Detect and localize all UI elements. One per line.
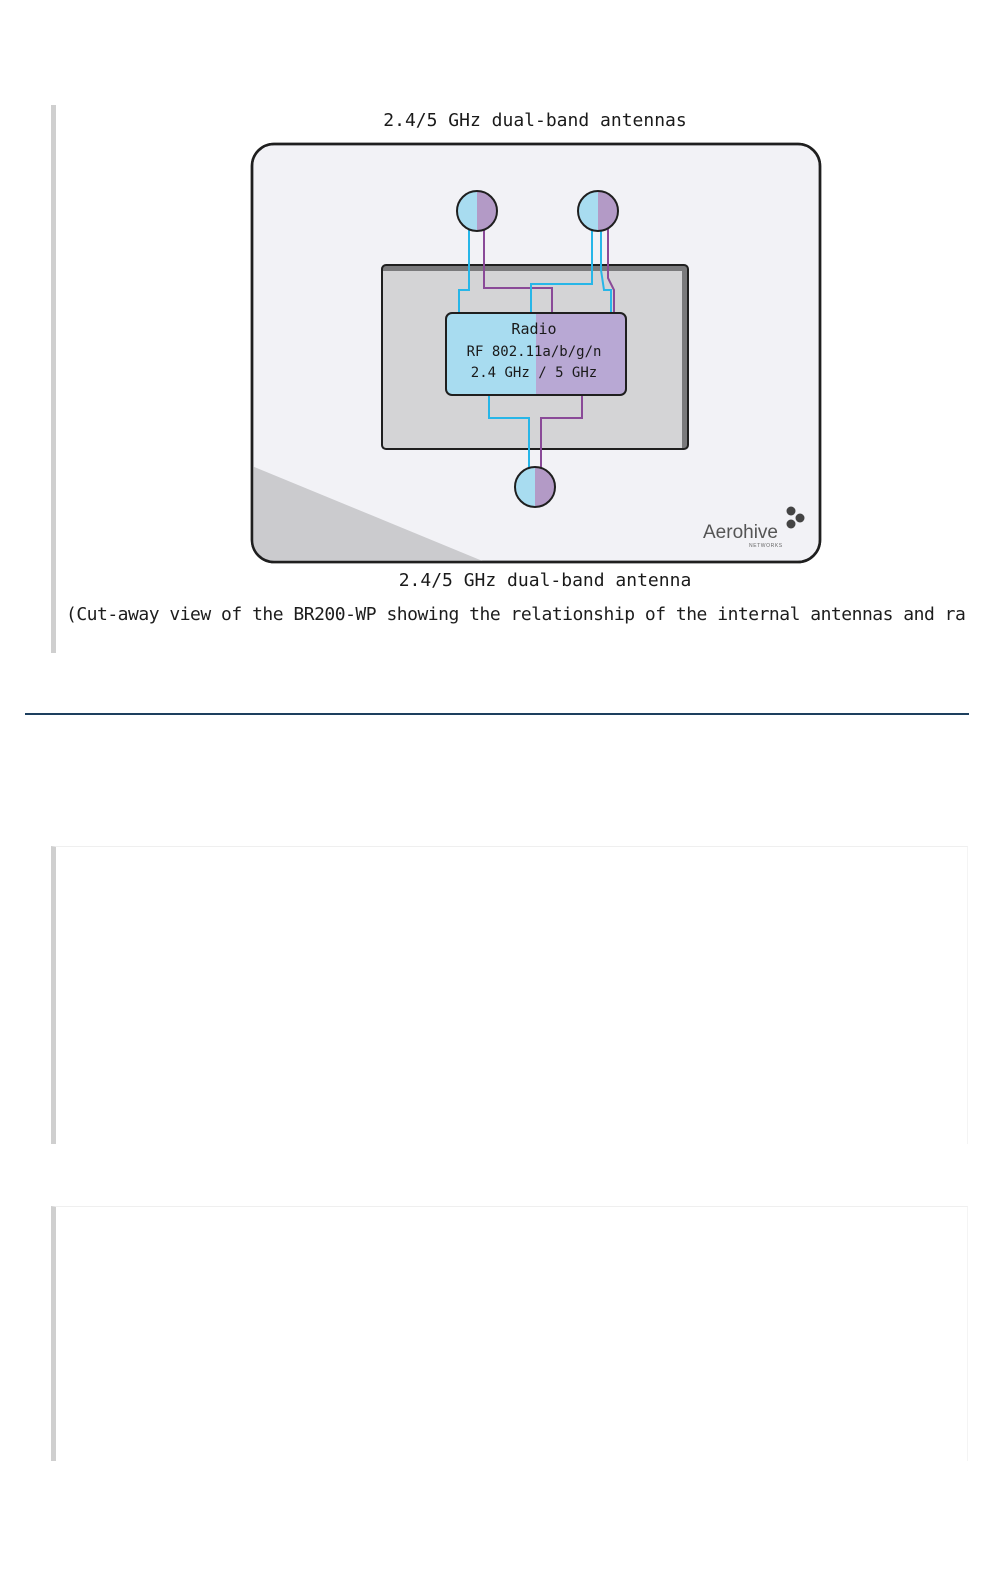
- radio-standard: RF 802.11a/b/g/n: [466, 344, 602, 360]
- radio-bands: 2.4 GHz / 5 GHz: [470, 365, 598, 381]
- section-divider: [25, 713, 969, 715]
- brand-sub: NETWORKS: [749, 543, 783, 549]
- radio-module: [446, 313, 626, 395]
- antenna-bottom: [515, 467, 555, 507]
- empty-block-1: [51, 846, 968, 1144]
- brand-name: Aerohive: [703, 522, 778, 543]
- top-antennas-label: 2.4/5 GHz dual-band antennas: [383, 110, 687, 131]
- antenna-diagram: [0, 0, 1008, 660]
- diagram-caption: (Cut-away view of the BR200-WP showing the relationship of the internal antennas and ra: [66, 604, 966, 625]
- antenna-right: [578, 191, 618, 231]
- antenna-left: [457, 191, 497, 231]
- empty-block-2: [51, 1206, 968, 1461]
- bottom-antenna-label: 2.4/5 GHz dual-band antenna: [398, 570, 692, 591]
- radio-title: Radio: [511, 320, 557, 338]
